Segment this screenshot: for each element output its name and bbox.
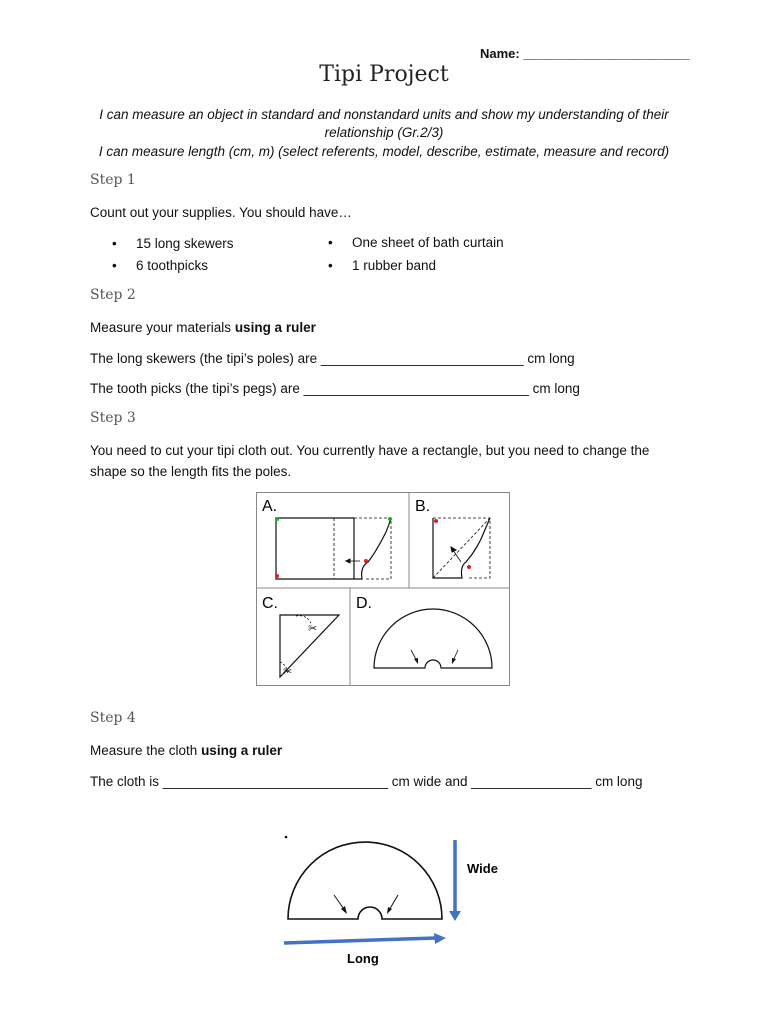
panel-d-drawing: [374, 609, 492, 668]
panel-a-drawing: [275, 517, 392, 579]
panel-c-drawing: [280, 615, 339, 678]
cutting-diagram: [256, 492, 512, 688]
panel-label-c: C.: [262, 595, 278, 612]
wide-label: Wide: [467, 861, 498, 876]
long-arrow: [284, 938, 436, 943]
instruction-emphasis: using a ruler: [201, 743, 283, 758]
scissors-icon: ✂: [283, 666, 293, 678]
step1-intro: Count out your supplies. You should have…: [90, 205, 352, 220]
toothpick-length-line: The tooth picks (the tipi’s pegs) are ______________________________ cm long: [90, 381, 580, 396]
peg-arrows: [334, 895, 398, 914]
step2-heading: Step 2: [90, 287, 136, 303]
long-label: Long: [347, 951, 379, 966]
page-title: Tipi Project: [319, 62, 449, 87]
cloth-size-line: The cloth is ______________________________ cm wide and ________________ cm long: [90, 774, 643, 789]
learning-goal-1: I can measure an object in standard and nonstandard units and show my understanding of their relationship (Gr.2/3): [99, 107, 669, 140]
green-dot: [388, 517, 392, 521]
instruction-text: Measure your materials: [90, 320, 235, 335]
red-dot: [434, 519, 438, 523]
instruction-text: Measure the cloth: [90, 743, 202, 758]
step4-instruction: [90, 743, 282, 758]
step3-text-2: shape so the length fits the poles.: [90, 464, 292, 479]
supply-item: • One sheet of bath curtain: [352, 235, 504, 250]
step2-instruction: [90, 320, 316, 335]
long-arrow-head: [434, 933, 446, 944]
learning-goal-2: I can measure length (cm, m) (select referents, model, describe, estimate, measure and record): [98, 144, 670, 159]
panel-label-b: B.: [415, 498, 431, 515]
step1-heading: Step 1: [90, 172, 136, 188]
instruction-emphasis: using a ruler: [234, 320, 316, 335]
step3-heading: Step 3: [90, 410, 136, 426]
supply-item: • 15 long skewers: [136, 236, 234, 251]
supply-item: • 1 rubber band: [352, 258, 436, 273]
step3-text-1: You need to cut your tipi cloth out. You currently have a rectangle, but you need to change the: [90, 443, 650, 458]
skewer-length-line: The long skewers (the tipi’s poles) are ___________________________ cm long: [90, 351, 575, 366]
panel-label-d: D.: [356, 595, 372, 612]
wide-arrow-head: [449, 911, 461, 921]
green-dot: [275, 517, 279, 521]
semicircle-cloth: [288, 842, 442, 919]
red-dot: [364, 559, 368, 563]
supply-item: • 6 toothpicks: [136, 258, 208, 273]
name-field-label: Name: _______________________: [480, 46, 690, 61]
step4-heading: Step 4: [90, 710, 136, 726]
panel-label-a: A.: [262, 498, 278, 515]
cloth-measure-diagram: [260, 825, 520, 975]
stray-dot: [285, 836, 288, 839]
red-dot: [467, 565, 471, 569]
scissors-icon: ✂: [308, 623, 318, 635]
panel-b-drawing: [433, 518, 490, 578]
red-dot: [275, 574, 279, 578]
